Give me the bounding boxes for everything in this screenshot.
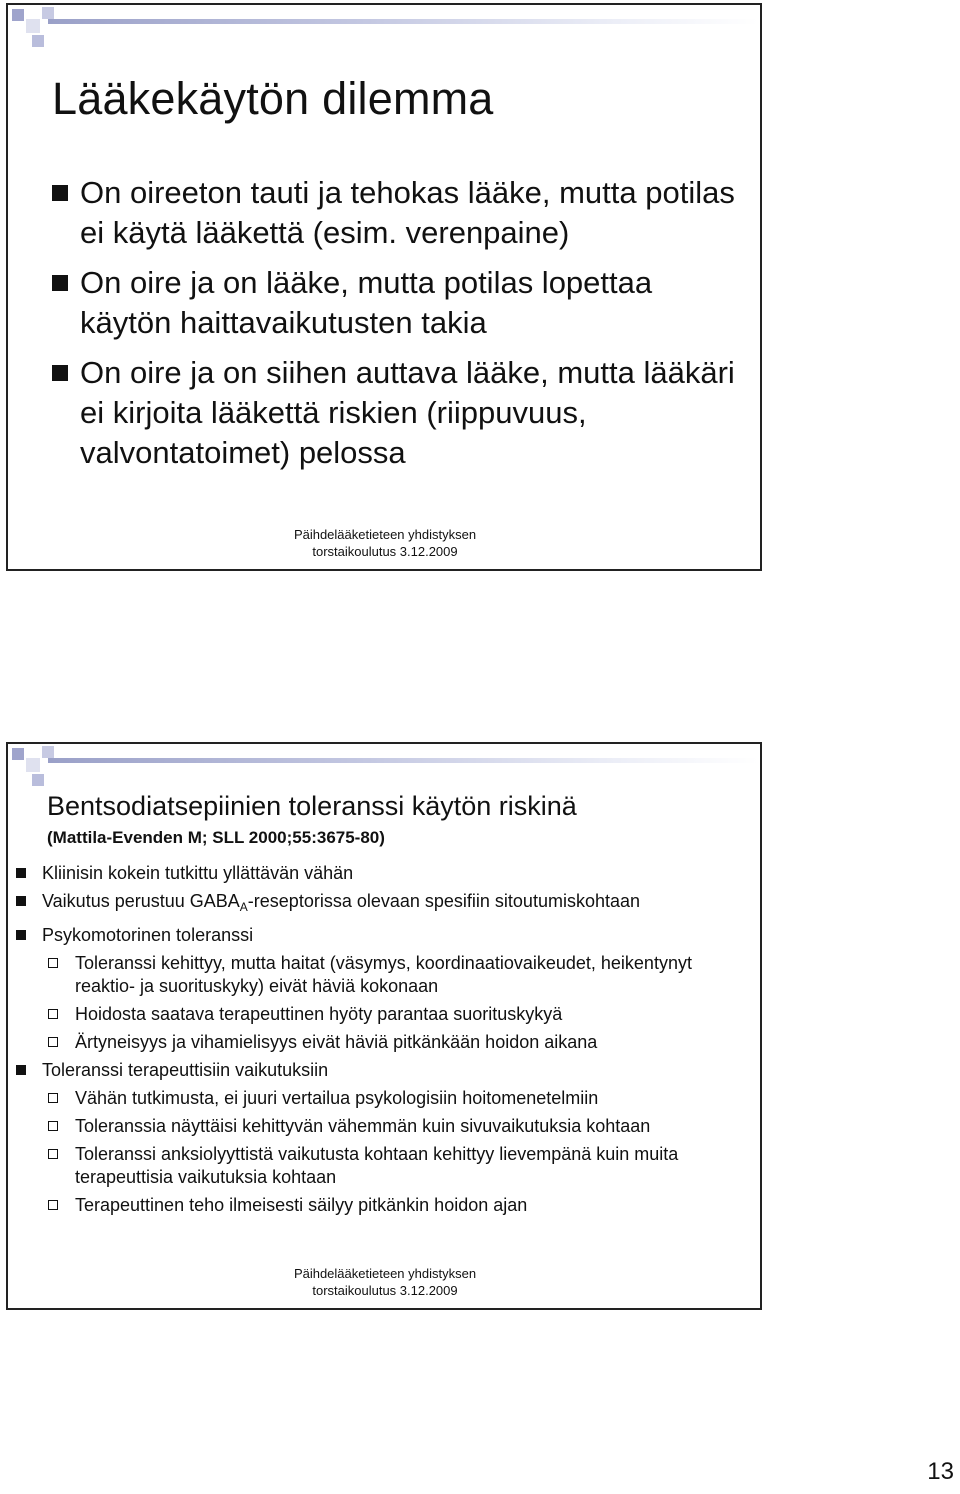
sub-bullet-item (42, 1194, 735, 1217)
square-bullet-icon (16, 896, 26, 906)
bullet-text-part: -reseptorissa olevaan spesifiin sitoutumiskohtaan (247, 891, 640, 911)
bullet-item (52, 173, 740, 253)
square-bullet-icon (52, 365, 68, 381)
hollow-square-bullet-icon (48, 958, 58, 968)
square-bullet-icon (52, 275, 68, 291)
hollow-square-bullet-icon (48, 1200, 58, 1210)
sub-bullet-item (42, 952, 735, 998)
citation: (Mattila-Evenden M; SLL 2000;55:3675-80) (47, 828, 385, 847)
subscript: A (239, 900, 248, 914)
bullet-text: Kliinisin kokein tutkittu yllättävän vähän (42, 863, 354, 883)
footer-line-1: Päihdelääketieteen yhdistyksen (293, 527, 477, 542)
slide-footer (8, 526, 762, 560)
sub-bullet-list (42, 1087, 742, 1217)
bullet-list (16, 862, 742, 1222)
sub-bullet-item (42, 1143, 735, 1189)
bullet-item (52, 263, 740, 343)
footer-line-2: torstaikoulutus 3.12.2009 (312, 1283, 458, 1298)
slide-footer (8, 1265, 762, 1299)
sub-bullet-text: Ärtyneisyys ja vihamielisyys eivät häviä pitkänkään hoidon aikana (75, 1032, 598, 1052)
square-bullet-icon (16, 1065, 26, 1075)
bullet-item (16, 862, 742, 885)
bullet-list (52, 173, 740, 483)
sub-bullet-item (42, 1003, 735, 1026)
bullet-item (16, 1059, 742, 1217)
square-bullet-icon (16, 930, 26, 940)
bullet-text: Psykomotorinen toleranssi (42, 925, 254, 945)
hollow-square-bullet-icon (48, 1009, 58, 1019)
bullet-item (16, 890, 742, 919)
sub-bullet-text: Toleranssi kehittyy, mutta haitat (väsymys, koordinaatiovaikeudet, heikentynyt reaktio- ja suorituskyky) eivät häviä kokonaan (75, 953, 692, 996)
page-number: 13 (927, 1458, 954, 1485)
sub-bullet-item (42, 1087, 735, 1110)
bullet-text: On oireeton tauti ja tehokas lääke, mutta potilas ei käytä lääkettä (esim. verenpaine) (80, 175, 735, 250)
bullet-item (16, 924, 742, 1054)
bullet-item (52, 353, 740, 473)
sub-bullet-text: Terapeuttinen teho ilmeisesti säilyy pitkänkin hoidon ajan (75, 1195, 528, 1215)
sub-bullet-item (42, 1031, 735, 1054)
sub-bullet-text: Toleranssi anksiolyyttistä vaikutusta kohtaan kehittyy lievempänä kuin muita terapeuttisia vaikutuksia kohtaan (75, 1144, 679, 1187)
header-decoration (8, 5, 762, 65)
sub-bullet-item (42, 1115, 735, 1138)
hollow-square-bullet-icon (48, 1093, 58, 1103)
hollow-square-bullet-icon (48, 1121, 58, 1131)
hollow-square-bullet-icon (48, 1037, 58, 1047)
sub-bullet-text: Toleranssia näyttäisi kehittyvän vähemmän kuin sivuvaikutuksia kohtaan (75, 1116, 651, 1136)
bullet-text: On oire ja on siihen auttava lääke, mutta lääkäri ei kirjoita lääkettä riskien (riippuvuus, valvontatoimet) pelossa (80, 355, 735, 470)
sub-bullet-text: Vähän tutkimusta, ei juuri vertailua psykologisiin hoitomenetelmiin (75, 1088, 599, 1108)
footer-line-2: torstaikoulutus 3.12.2009 (312, 544, 458, 559)
sub-bullet-text: Hoidosta saatava terapeuttinen hyöty parantaa suorituskykyä (75, 1004, 563, 1024)
slide-2 (6, 742, 762, 1310)
slide-title: Bentsodiatsepiinien toleranssi käytön riskinä (47, 791, 577, 821)
square-bullet-icon (16, 868, 26, 878)
bullet-text: On oire ja on lääke, mutta potilas lopettaa käytön haittavaikutusten takia (80, 265, 653, 340)
slide-title: Lääkekäytön dilemma (52, 73, 494, 124)
slide-1 (6, 3, 762, 571)
sub-bullet-list (42, 952, 742, 1054)
square-bullet-icon (52, 185, 68, 201)
footer-line-1: Päihdelääketieteen yhdistyksen (293, 1266, 477, 1281)
hollow-square-bullet-icon (48, 1149, 58, 1159)
bullet-text: Toleranssi terapeuttisiin vaikutuksiin (42, 1060, 329, 1080)
bullet-text-part: Vaikutus perustuu GABA (42, 891, 240, 911)
